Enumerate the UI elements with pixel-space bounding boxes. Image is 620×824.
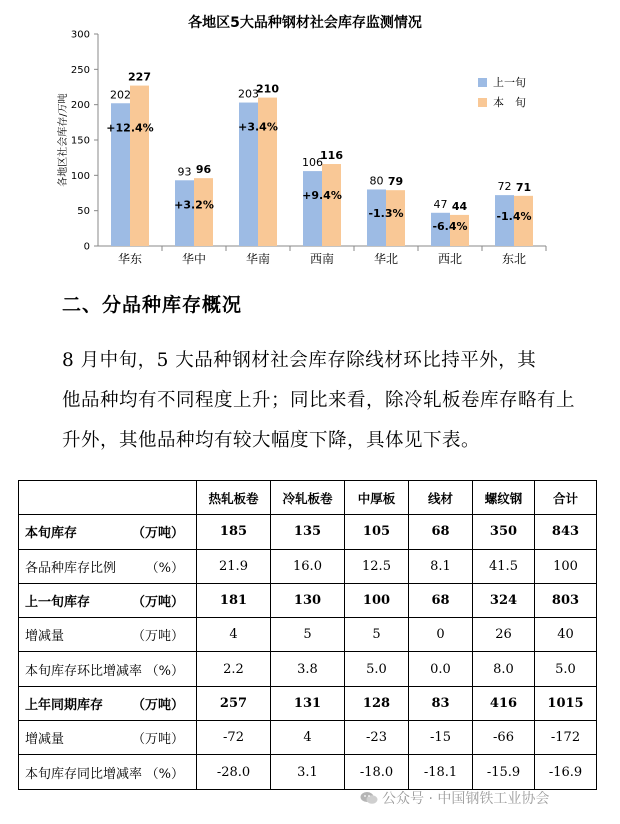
row-unit: （%） xyxy=(145,766,184,782)
change-percent-label: +12.4% xyxy=(106,121,154,135)
chart-legend xyxy=(478,75,526,109)
paragraph-line: 8 月中旬，5 大品种钢材社会库存除线材环比持平外，其 xyxy=(62,350,537,371)
table-cell: 12.5 xyxy=(345,549,409,583)
table-cell: 803 xyxy=(535,583,597,617)
y-tick-label: 50 xyxy=(77,206,90,218)
bar-value-label: 203 xyxy=(238,87,259,101)
legend-swatch xyxy=(478,98,487,107)
bar-previous xyxy=(175,180,194,246)
table-cell: 2.2 xyxy=(197,652,271,686)
row-label xyxy=(19,652,197,686)
table-cell: 68 xyxy=(409,583,473,617)
inventory-bar-chart xyxy=(0,0,620,280)
table-cell: 41.5 xyxy=(473,549,535,583)
table-cell: -16.9 xyxy=(535,755,597,789)
table-cell: 257 xyxy=(197,686,271,720)
row-unit: （万吨） xyxy=(131,697,184,713)
bar-value-label: 93 xyxy=(177,165,192,179)
change-percent-label: +3.2% xyxy=(174,198,214,212)
table-cell: 100 xyxy=(535,549,597,583)
bar-value-label: 116 xyxy=(320,149,343,163)
table-cell: 0 xyxy=(409,618,473,652)
column-header: 合计 xyxy=(535,481,597,515)
row-label xyxy=(19,515,197,549)
row-unit: （%） xyxy=(145,560,184,576)
table-cell: 5 xyxy=(271,618,345,652)
table-cell: 185 xyxy=(197,515,271,549)
bar-current xyxy=(322,164,341,246)
watermark xyxy=(360,788,549,808)
table-cell: 1015 xyxy=(535,686,597,720)
legend-swatch xyxy=(478,78,487,87)
y-tick-label: 300 xyxy=(70,29,90,41)
summary-paragraph xyxy=(62,341,592,461)
table-cell: 130 xyxy=(271,583,345,617)
row-unit: （万吨） xyxy=(131,629,184,645)
change-percent-label: -1.3% xyxy=(368,206,404,220)
row-label-text: 各品种库存比例 xyxy=(25,560,117,576)
row-unit: （%） xyxy=(145,663,184,679)
table-cell: 16.0 xyxy=(271,549,345,583)
table-row xyxy=(19,652,597,686)
row-unit: （万吨） xyxy=(131,595,184,611)
table-cell: -15 xyxy=(409,721,473,755)
column-header: 热轧板卷 xyxy=(197,481,271,515)
table-cell: -28.0 xyxy=(197,755,271,789)
table-row xyxy=(19,515,597,549)
row-label xyxy=(19,583,197,617)
table-cell: 21.9 xyxy=(197,549,271,583)
table-cell: 100 xyxy=(345,583,409,617)
row-label xyxy=(19,686,197,720)
table-row xyxy=(19,755,597,789)
row-label xyxy=(19,755,197,789)
row-label-text: 本旬库存环比增减率 xyxy=(25,663,143,679)
table-cell: -15.9 xyxy=(473,755,535,789)
table-cell: -23 xyxy=(345,721,409,755)
x-tick-label: 东北 xyxy=(501,252,527,266)
row-label-text: 增减量 xyxy=(25,629,65,645)
paragraph-line: 升外，其他品种均有较大幅度下降，具体见下表。 xyxy=(62,430,481,451)
table-row xyxy=(19,618,597,652)
legend-label: 上一旬 xyxy=(493,76,526,89)
table-cell: 40 xyxy=(535,618,597,652)
chart-title: 各地区5大品种钢材社会库存监测情况 xyxy=(188,15,422,31)
row-label-text: 本旬库存 xyxy=(25,526,78,542)
change-percent-label: -6.4% xyxy=(432,219,468,233)
legend-label: 本 旬 xyxy=(493,96,526,109)
bar-value-label: 79 xyxy=(387,175,404,189)
wechat-icon xyxy=(360,791,378,805)
bar-value-label: 210 xyxy=(256,82,279,96)
table-cell: 8.0 xyxy=(473,652,535,686)
row-label-text: 上年同期库存 xyxy=(25,697,104,713)
table-cell: 8.1 xyxy=(409,549,473,583)
row-unit: （万吨） xyxy=(131,732,184,748)
bar-previous xyxy=(303,171,322,246)
row-unit: （万吨） xyxy=(131,526,184,542)
bar-value-label: 72 xyxy=(497,180,512,194)
column-header: 中厚板 xyxy=(345,481,409,515)
table-row xyxy=(19,549,597,583)
bar-value-label: 44 xyxy=(451,199,468,213)
table-header-row xyxy=(19,481,597,515)
bar-current xyxy=(194,178,213,246)
x-tick-label: 华北 xyxy=(373,252,399,266)
section-title: 二、分品种库存概况 xyxy=(62,294,243,316)
bar-value-label: 227 xyxy=(128,70,151,84)
bar-value-label: 202 xyxy=(110,88,131,102)
y-tick-label: 100 xyxy=(70,170,90,182)
table-cell: -172 xyxy=(535,721,597,755)
table-cell: 5 xyxy=(345,618,409,652)
row-label-text: 上一旬库存 xyxy=(25,595,91,611)
table-cell: -72 xyxy=(197,721,271,755)
y-tick-label: 250 xyxy=(70,64,90,76)
table-cell: 5.0 xyxy=(345,652,409,686)
column-header xyxy=(19,481,197,515)
bar-value-label: 71 xyxy=(515,180,532,194)
table-cell: 5.0 xyxy=(535,652,597,686)
y-tick-label: 200 xyxy=(70,100,90,112)
inventory-table xyxy=(18,480,597,790)
row-label xyxy=(19,721,197,755)
table-cell: -66 xyxy=(473,721,535,755)
row-label xyxy=(19,549,197,583)
x-tick-label: 华南 xyxy=(245,252,271,266)
bar-value-label: 96 xyxy=(195,163,212,177)
change-percent-label: -1.4% xyxy=(496,209,532,223)
table-cell: 324 xyxy=(473,583,535,617)
x-tick-label: 西北 xyxy=(437,252,463,266)
table-cell: 3.8 xyxy=(271,652,345,686)
table-cell: 0.0 xyxy=(409,652,473,686)
table-cell: 181 xyxy=(197,583,271,617)
table-cell: -18.1 xyxy=(409,755,473,789)
row-label-text: 增减量 xyxy=(25,732,65,748)
table-cell: 105 xyxy=(345,515,409,549)
table-row xyxy=(19,721,597,755)
table-cell: 83 xyxy=(409,686,473,720)
column-header: 冷轧板卷 xyxy=(271,481,345,515)
watermark-text: 公众号 · 中国钢铁工业协会 xyxy=(382,791,550,807)
table-cell: 3.1 xyxy=(271,755,345,789)
table-cell: 68 xyxy=(409,515,473,549)
table-cell: 128 xyxy=(345,686,409,720)
table-cell: 26 xyxy=(473,618,535,652)
chart-y-axis-label: 各地区社会库存/万吨 xyxy=(58,93,69,187)
table-cell: 131 xyxy=(271,686,345,720)
table-row xyxy=(19,686,597,720)
table-row xyxy=(19,583,597,617)
bar-value-label: 80 xyxy=(369,174,384,188)
column-header: 螺纹钢 xyxy=(473,481,535,515)
y-tick-label: 0 xyxy=(83,241,90,253)
x-tick-label: 华中 xyxy=(181,252,207,266)
table-cell: 135 xyxy=(271,515,345,549)
row-label xyxy=(19,618,197,652)
bar-value-label: 106 xyxy=(302,156,323,170)
bar-value-label: 47 xyxy=(433,197,448,211)
change-percent-label: +9.4% xyxy=(302,189,342,203)
x-tick-label: 西南 xyxy=(309,252,335,266)
table-cell: 350 xyxy=(473,515,535,549)
table-cell: -18.0 xyxy=(345,755,409,789)
table-cell: 4 xyxy=(197,618,271,652)
paragraph-line: 他品种均有不同程度上升；同比来看，除冷轧板卷库存略有上 xyxy=(62,390,576,411)
table-cell: 843 xyxy=(535,515,597,549)
table-cell: 416 xyxy=(473,686,535,720)
column-header: 线材 xyxy=(409,481,473,515)
y-tick-label: 150 xyxy=(70,135,90,147)
bar-current xyxy=(130,86,149,246)
table-cell: 4 xyxy=(271,721,345,755)
row-label-text: 本旬库存同比增减率 xyxy=(25,766,143,782)
x-tick-label: 华东 xyxy=(117,252,143,266)
change-percent-label: +3.4% xyxy=(238,120,278,134)
